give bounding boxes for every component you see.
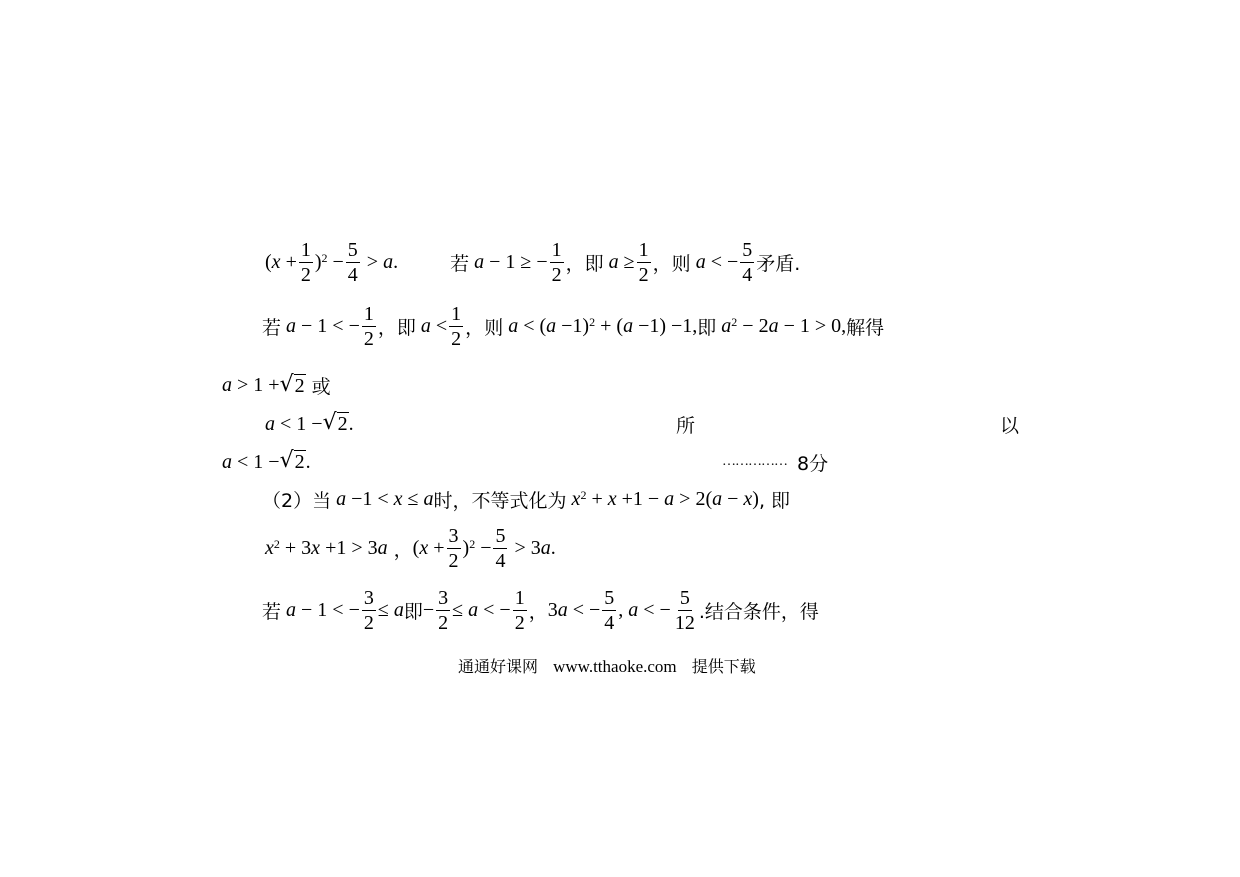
sqrt: √ 2 (279, 371, 305, 397)
text-maodun: 矛盾. (756, 253, 801, 275)
math-line-7: x $^2$ + 3 x +1 > 3 a ， ( x + $\frac{3}{2}$ ) $^2$ − $\frac{5}{4}$ > 3 a . (265, 525, 556, 572)
part2-shi: 时，不等式化为 (433, 490, 567, 512)
fraction: $\frac{1}{2}$ (638, 239, 649, 286)
fraction: $\frac{3}{2}$ (363, 587, 374, 634)
fraction: $\frac{1}{2}$ (363, 303, 374, 350)
math-line-8: 若 a − 1 < − $\frac{3}{2}$ ≤ a 即 − $\frac{3}{2}$ ≤ a < − $\frac{1}{2}$ ， 3 a < − $\frac{5}{4}$ , a < − $\frac{5}{12}$ .结合条件，得 (262, 587, 819, 634)
fraction: $\frac{5}{12}$ (674, 587, 695, 634)
fraction: $\frac{5}{4}$ (495, 525, 506, 572)
sqrt: √ 2 (322, 410, 348, 435)
fraction: $\frac{5}{4}$ (604, 587, 615, 634)
footer-url[interactable]: www.tthaoke.com (553, 657, 677, 676)
text-ze: 则 (484, 317, 504, 339)
text-ruo: 若 (262, 601, 282, 623)
text-ji: 即 (396, 317, 416, 339)
text-ruo: 若 (450, 253, 470, 275)
fraction: $\frac{5}{4}$ (347, 239, 358, 286)
math-line-2: 若 a − 1 < − $\frac{1}{2}$ ， 即 a < $\frac{1}{2}$ ， 则 a < ( a −1) $^2$ + ( a −1) −1, 即 a $^2$ − 2 a − 1 > 0, 解得 (262, 303, 885, 350)
fraction: $\frac{3}{2}$ (448, 525, 459, 572)
text-jiede: 解得 (846, 317, 885, 339)
footer-site: 通通好课网 (458, 657, 539, 676)
text-jiehe: .结合条件，得 (698, 601, 819, 623)
fraction: $\frac{1}{2}$ (551, 239, 562, 286)
score-8: 8分 (797, 452, 829, 475)
math-line-1: ( x + $\frac{1}{2}$ ) $^2$ − $\frac{5}{4}$ > a . 若 a − 1 ≥ − $\frac{1}{2}$ ， 即 a ≥ $\frac{1}{2}$ ， 则 a < − $\frac{5}{4}$ 矛盾. (265, 239, 801, 286)
text-ji: 即 (697, 317, 717, 339)
math-line-6: （2）当 a −1 < x ≤ a 时，不等式化为 x $^2$ + x +1 − a > 2( a − x ) , 即 (262, 488, 791, 512)
page-footer (458, 654, 756, 677)
text-ze: 则 (671, 253, 691, 275)
fraction: $\frac{1}{2}$ (451, 303, 462, 350)
part2-ji: , 即 (758, 490, 791, 512)
text-ji: 即 (584, 253, 604, 275)
fraction: $\frac{5}{4}$ (742, 239, 753, 286)
dotted-leader: …………… (722, 454, 787, 469)
fraction: $\frac{1}{2}$ (514, 587, 525, 634)
footer-provide: 提供下载 (691, 657, 756, 676)
math-line-3: a > 1 + √ 2 或 (222, 371, 331, 398)
text-huo: 或 (311, 376, 331, 398)
math-line-4: a < 1 − √ 2 . 所 以 (265, 410, 1020, 437)
part2-label: （2）当 (262, 490, 332, 512)
sqrt: √ 2 (279, 448, 305, 473)
text-ruo: 若 (262, 317, 282, 339)
text-ji: 即 (403, 601, 423, 623)
fraction: $\frac{3}{2}$ (438, 587, 449, 634)
text-suo: 所 (676, 414, 696, 437)
math-line-5: a < 1 − √ 2 . …………… 8分 (222, 448, 829, 475)
text-yi: 以 (1000, 414, 1020, 437)
fraction: $\frac{1}{2}$ (300, 239, 311, 286)
